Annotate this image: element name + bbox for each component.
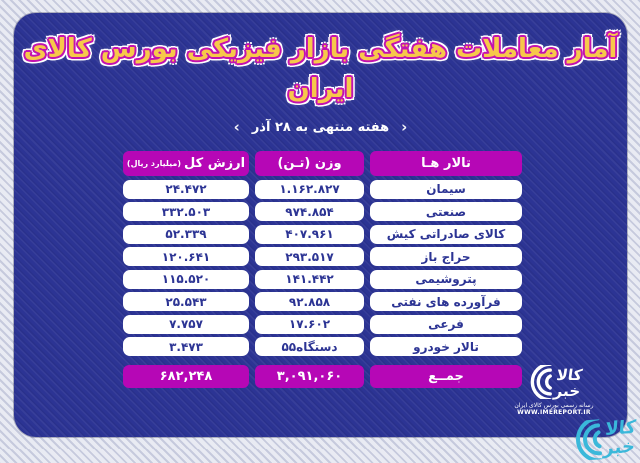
watermark-word-khabar: خبر [602, 435, 636, 460]
value-cell: ۱۱۵.۵۲۰ [123, 270, 249, 289]
page-title: آمار معاملات هفتگی بازار فیزیکی بورس کالای ایران [23, 34, 618, 104]
hall-name-cell: پتروشیمی [370, 270, 522, 289]
value-cell: ۵۲.۳۳۹ [123, 225, 249, 244]
hall-name-cell: کالای صادراتی کیش [370, 225, 522, 244]
weight-cell: ۲۹۳.۵۱۷ [255, 247, 364, 266]
weight-cell: ۹۷۴.۸۵۴ [255, 202, 364, 221]
hall-name-cell: حراج باز [370, 247, 522, 266]
header-value-main: ارزش کل [184, 156, 246, 171]
logo-tagline: رسانه رسمی بورس کالای ایران [514, 402, 594, 409]
watermark-logo [553, 416, 640, 463]
stats-card [14, 13, 627, 437]
weight-cell: ۱۷.۶۰۲ [255, 315, 364, 334]
logo-website: WWW.IMEREPORT.IR [517, 409, 591, 416]
logo-word-khabar: خبر [552, 381, 582, 400]
total-label-cell: جمــع [370, 365, 522, 388]
subtitle-text: هفته منتهی به ۲۸ آذر [251, 119, 390, 135]
signal-arcs-icon [527, 365, 553, 399]
hall-name-cell: تالار خودرو [370, 337, 522, 356]
signal-arcs-icon [571, 419, 604, 461]
total-value-cell: ۶۸۲,۲۴۸ [123, 365, 249, 388]
chevron-right-icon: › [401, 118, 408, 136]
chevron-left-icon: ‹ [233, 118, 240, 136]
subtitle [14, 117, 627, 137]
weight-cell: دستگاه۵۵ [255, 337, 364, 356]
logo-main [511, 365, 597, 399]
hall-name-cell: سیمان [370, 180, 522, 199]
weight-cell: ۹۲.۸۵۸ [255, 292, 364, 311]
hall-name-cell: فرعی [370, 315, 522, 334]
header-cell-halls: تالار هـا [370, 151, 522, 176]
watermark-word-kala: کالا [604, 416, 637, 441]
value-cell: ۲۴.۴۷۲ [123, 180, 249, 199]
hall-name-cell: صنعتی [370, 202, 522, 221]
value-cell: ۳۳۲.۵۰۳ [123, 202, 249, 221]
logo-wordmark [552, 365, 584, 400]
value-cell: ۱۲۰.۶۴۱ [123, 247, 249, 266]
header-cell-weight: وزن (تـن) [255, 151, 364, 176]
stats-table [119, 151, 522, 388]
weight-cell: ۴۰۷.۹۶۱ [255, 225, 364, 244]
weight-cell: ۱.۱۶۲.۸۲۷ [255, 180, 364, 199]
watermark-wordmark [602, 416, 637, 460]
kalakhabar-logo [511, 365, 597, 416]
header-value-unit: (میلیارد ریال) [126, 159, 182, 168]
header-cell-value [123, 151, 249, 176]
logo-word-kala: کالا [555, 365, 584, 384]
watermark-main [553, 416, 640, 463]
total-weight-cell: ۳,۰۹۱,۰۶۰ [255, 365, 364, 388]
value-cell: ۷.۷۵۷ [123, 315, 249, 334]
value-cell: ۲۵.۵۴۳ [123, 292, 249, 311]
value-cell: ۳.۴۷۳ [123, 337, 249, 356]
hall-name-cell: فرآورده های نفتی [370, 292, 522, 311]
weight-cell: ۱۴۱.۴۴۲ [255, 270, 364, 289]
